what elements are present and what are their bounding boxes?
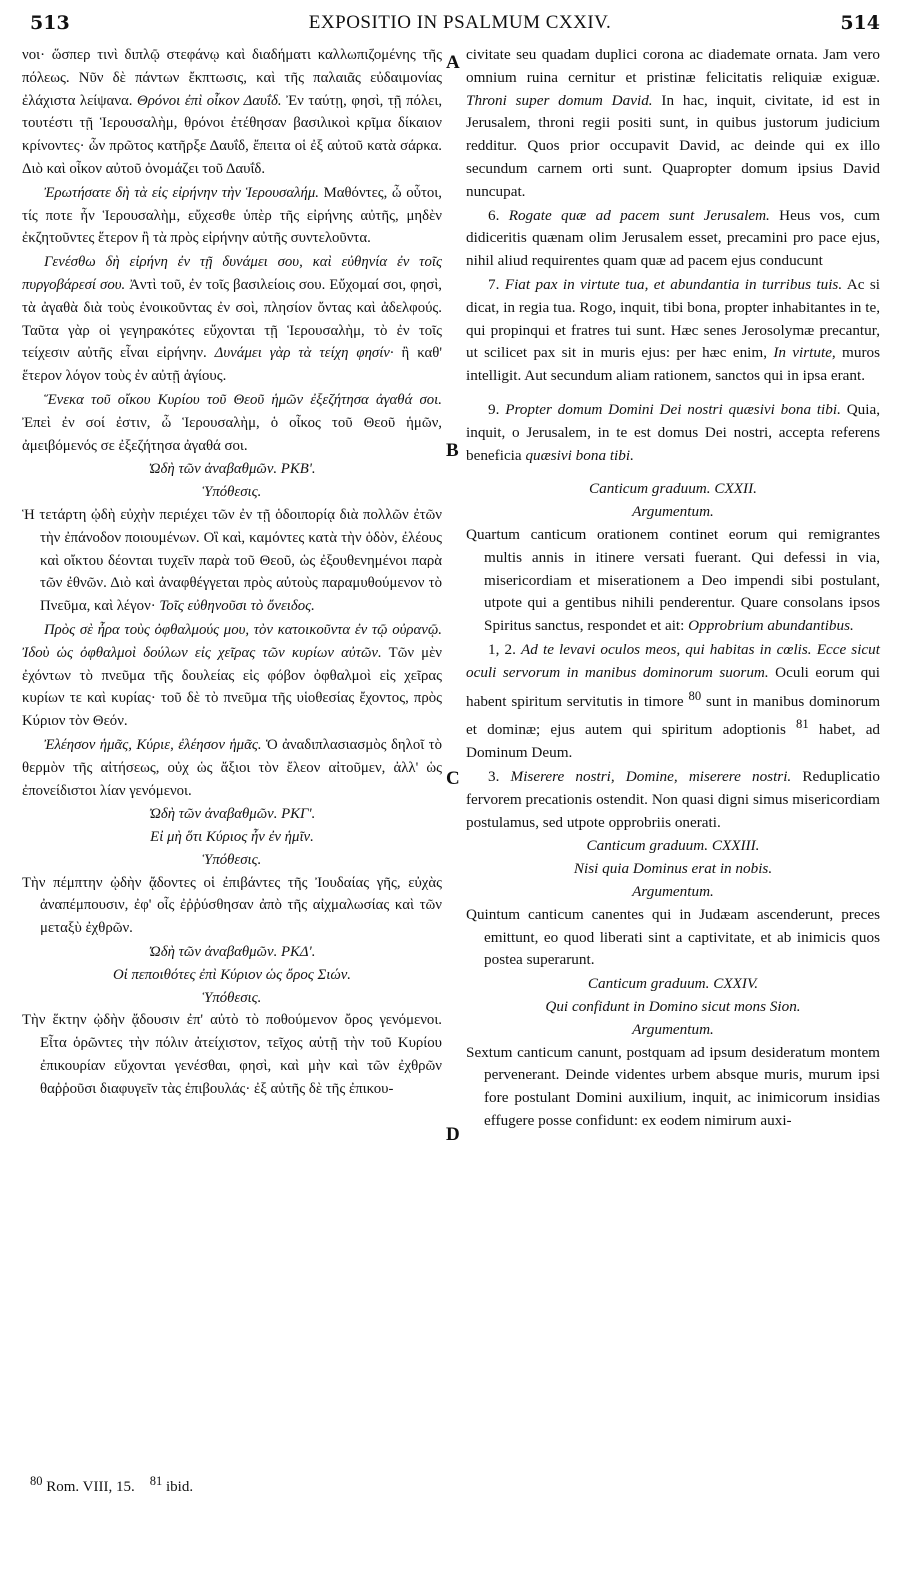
margin-letter-a: A (446, 52, 460, 73)
latin-para-6: 1, 2. Ad te levavi oculos meos, qui habitas in cœlis. Ecce sicut oculi servorum in manibus dominorum suorum. Oculi eorum qui habent spiritum servitutis in timore $^{80}$ sunt in manibus dominorum et dominæ; ejus autem qui spiritum adoptionis $^{81}$ habet, ad Dominum Deum. (466, 640, 881, 762)
greek-heading-1: Ὠδὴ τῶν ἀναβαθμῶν. ΡΚΒʹ. (148, 461, 316, 478)
right-page-number: 514 (840, 12, 880, 34)
latin-subheading-1: Argumentum. (632, 503, 714, 521)
greek-para-5: Ἡ τετάρτη ᾠδὴ εὐχὴν περιέχει τῶν ἐν τῇ ὁδοιπορίᾳ διὰ πολλῶν ἐτῶν τὴν ἐπάνοδον ποιουμένων. Οἳ καὶ, καμόντες κατὰ τὴν ὁδὸν, ἐλέους καὶ οἴκτου δέονται τυχεῖν παρὰ τοῦ Θεοῦ, ὡς ἐξουθενημένοι παρὰ τῶν ἐθνῶν. Διὸ καὶ ἀναφθέγγεται πρὸς αὐτοὺς παραμυθούμενον τὸ Πνεῦμα, καὶ λέγον· Τοῖς εὐθηνοῦσι τὸ ὄνειδος. (22, 506, 442, 615)
footnote-81: ibid. (165, 1479, 194, 1495)
latin-para-4: 9. Propter domum Domini Dei nostri quæsivi bona tibi. Quia, inquit, o Jerusalem, in te est domus Dei nostri, accepta referens beneficia quæsivi bona tibi. (466, 400, 881, 464)
margin-letter-d: D (446, 1124, 460, 1145)
footnotes: $^{80}$ Rom. VIII, 15. $^{81}$ ibid. (30, 1474, 194, 1495)
latin-column (466, 44, 880, 1134)
greek-para-1: νοι· ὥσπερ τινὶ διπλῷ στεφάνῳ καὶ διαδήματι καλλωπιζομένης τῆς πόλεως. Νῦν δὲ πάντων ἔκπτωσις, καὶ τῆς παλαιᾶς εὐδαιμονίας ἐλάχιστα λείψανα. Θρόνοι ἐπὶ οἶκον Δαυΐδ. Ἐν ταύτῃ, φησὶ, τῇ πόλει, τουτέστι τῇ Ἱερουσαλὴμ, θρόνοι ἐτέθησαν βασιλικοὶ κρῖμα δίκαιον κρίνοντες· ὧν πρῶτος κατῆρξε Δαυΐδ, ἔπειτα οἱ ἐξ αὐτοῦ κατὰ σάρκα. Διὸ καὶ οἶκον αὐτοῦ ὀνομάζει τοῦ Δαυΐδ. (22, 47, 443, 177)
latin-para-1: civitate seu quadam duplici corona ac diademate ornata. Jam vero omnium ruina cernitur et pristinæ felicitatis reliquiæ exiguæ. Throni super domum David. In hac, inquit, civitate, id est in Jerusalem, throni regii positi sunt, in quibus justorum judicium redditur. Quos prior occupavit David, ac deinde qui ex illo secundum carnem orti sunt. Quapropter domum ipsius David nuncupat. (466, 46, 880, 200)
greek-para-7: Ἐλέησον ἡμᾶς, Κύριε, ἐλέησον ἡμᾶς. Ὁ ἀναδιπλασιασμὸς δηλοῖ τὸ θερμὸν τῆς αἰτήσεως, οὐχ ὡς ἄξιοι τὸν ἔλεον αἰτοῦμεν, ἀλλ' ὡς ἐπονείδιστοι λίαν γενόμενοι. (22, 736, 442, 799)
latin-subheading-2: Nisi quia Dominus erat in nobis. (573, 860, 773, 878)
greek-subheading-1: Ὑπόθεσις. (202, 484, 262, 501)
latin-para-3: 7. Fiat pax in virtute tua, et abundantia in turribus tuis. Ac si dicat, in regia tua. Rogo, inquit, tibi bona, propter inhabitantes in te, qui propinqui et fratres tui sunt. Hæc senes Jerosolymæ precantur, ut scilicet pax sit in muris ejus: per hæc enim, In virtute, muros intelligit. Aut secundum aliam rationem, sanctos qui in ipsa erant. (466, 275, 881, 385)
latin-heading-3: Canticum graduum. CXXIV. (587, 975, 759, 993)
greek-subheading-3b: Ὑπόθεσις. (202, 989, 262, 1006)
greek-para-8: Τὴν πέμπτην ᾠδὴν ᾄδοντες οἱ ἐπιβάντες τῆς Ἰουδαίας γῆς, εὐχὰς ἀναπέμπουσιν, ἐφ' οἷς ἐῤῥύσθησαν ἀπὸ τῆς αἰχμαλωσίας καὶ τῶν μεταξὺ ἐχθρῶν. (22, 874, 442, 937)
margin-letter-c: C (446, 768, 460, 789)
latin-heading-2: Canticum graduum. CXXIII. (586, 837, 760, 855)
greek-para-9: Τὴν ἕκτην ᾠδὴν ᾄδουσιν ἐπ' αὐτὸ τὸ ποθούμενον ὄρος γενόμενοι. Εἶτα ὁρῶντες τὴν πόλιν ἀτείχιστον, τεῖχος αὐτῇ τὴν τοῦ Κυρίου ἐπικουρίαν εὔχονται γενέσθαι, φησὶ, καὶ μὴν καὶ τῶν ἐχθρῶν θαῤῥοῦσι διαφυγεῖν τὰς ἐπιβουλάς· ἐξ αὐτῆς δὲ τῆς ἐπικου- (22, 1012, 442, 1097)
latin-para-5: Quartum canticum orationem continet eorum qui remigrantes multis annis in itinere versati fuerant. Qui defessi in via, misericordiam et miserationem a Deo impendi sibi postulant, utpote qui a gentibus nihili penderentur. Quare consolans ipsos Spiritus sanctus, respondet et ait: Opprobrium abundantibus. (466, 525, 880, 635)
left-page-number: 513 (30, 12, 70, 34)
greek-para-4: Ἕνεκα τοῦ οἴκου Κυρίου τοῦ Θεοῦ ἡμῶν ἐξεζήτησα ἀγαθά σοι. Ἐπεὶ ἐν σοί ἐστιν, ὦ Ἱερουσαλὴμ, ὁ οἶκος τοῦ Θεοῦ ἡμῶν, ἀμειβόμενός σε ἐξεζήτησα ἀγαθά σοι. (22, 391, 442, 454)
greek-para-2: Ἐρωτήσατε δὴ τὰ εἰς εἰρήνην τὴν Ἱερουσαλήμ. Μαθόντες, ὦ οὗτοι, τίς ποτε ἦν Ἱερουσαλὴμ, εὔχεσθε ὑπὲρ τῆς εἰρήνης αὐτῆς, μηδὲν ἐκζητοῦντες ἕτερον ἢ τὰ πρὸς εἰρήνην αὐτῆς συντελοῦντα. (22, 184, 442, 247)
footnote-ref-81: 81 (796, 717, 809, 732)
latin-para-7: 3. Miserere nostri, Domine, miserere nostri. Reduplicatio fervorem precationis ostendit. Non quasi digni simus misericordiam postulamus, sed utpote opprobriis onerati. (466, 768, 880, 831)
greek-para-3: Γενέσθω δὴ εἰρήνη ἐν τῇ δυνάμει σου, καὶ εὐθηνία ἐν τοῖς πυργοβάρεσί σου. Ἀντὶ τοῦ, ἐν τοῖς βασιλείοις σου. Εὔχομαί σοι, φησὶ, τὰ ἀγαθὰ διὰ τοὺς ἐνοικοῦντας ἐν σοὶ, πλησίον ὄντας καὶ ἀδελφούς. Ταῦτα γὰρ οἱ γεγηρακότες εὔχονται τῇ Ἱερουσαλὴμ, τὸ ἐν τοῖς τείχεσιν αὐτῆς εἶναι εἰρήνην. Δυνάμει γὰρ τὰ τείχη φησίν· ἢ καθ' ἕτερον λόγον τοὺς ἐν αὐτῇ ἁγίους. (22, 254, 443, 385)
greek-column (22, 44, 442, 1102)
latin-heading-1: Canticum graduum. CXXII. (589, 480, 757, 498)
latin-subheading-3: Qui confidunt in Domino sicut mons Sion. (545, 998, 801, 1015)
greek-heading-2: Ὠδὴ τῶν ἀναβαθμῶν. ΡΚΓʹ. (148, 806, 316, 823)
greek-heading-3: Ὠδὴ τῶν ἀναβαθμῶν. ΡΚΔʹ. (148, 944, 316, 961)
margin-letter-b: B (446, 440, 459, 461)
page-header (30, 6, 880, 36)
latin-subheading-2b: Argumentum. (632, 883, 714, 901)
latin-subheading-3b: Argumentum. (632, 1020, 714, 1038)
greek-subheading-3: Οἱ πεποιθότες ἐπὶ Κύριον ὡς ὄρος Σιών. (112, 966, 351, 983)
greek-subheading-2: Εἰ μὴ ὅτι Κύριος ἦν ἐν ἡμῖν. (150, 829, 314, 846)
latin-para-2: 6. Rogate quæ ad pacem sunt Jerusalem. Heus vos, cum didiceritis quænam olim Jerusalem esset, precamini pro pace ejus, nihil aliud requirentes quam quæ ad pacem ejus conducunt (466, 206, 880, 270)
footnote-ref-80: 80 (688, 688, 702, 703)
greek-para-6: Πρὸς σὲ ἦρα τοὺς ὀφθαλμούς μου, τὸν κατοικοῦντα ἐν τῷ οὐρανῷ. Ἰδοὺ ὡς ὀφθαλμοὶ δούλων εἰς χεῖρας τῶν κυρίων αὐτῶν. Τῶν μὲν ἐχόντων τὸ πνεῦμα τῆς δουλείας εἰς φόβον ὀφθαλμοὶ εἰς χεῖρας κυρίων τε καὶ κυρίας· τοῦ δὲ τὸ πνεῦμα τῆς υἱοθεσίας ἔχοντος, πρὸς Κύριον τὸν Θεόν. (22, 621, 442, 730)
footnote-80: Rom. VIII, 15. (46, 1479, 135, 1495)
running-title: EXPOSITIO IN PSALMUM CXXIV. (308, 12, 612, 33)
latin-para-8: Quintum canticum canentes qui in Judæam ascenderunt, preces emittunt, eo quod liberati sint a captivitate, et ab inimicis quos postea superarunt. (466, 905, 880, 969)
greek-subheading-2b: Ὑπόθεσις. (202, 851, 262, 868)
latin-para-9: Sextum canticum canunt, postquam ad ipsum desideratum montem pervenerant. Deinde videntes urbem absque muris, murum ipsi fore postulant Domini auxilium, inquit, ac inimicorum insidias effugere posse confidunt: ex eodem nimirum auxi- (466, 1043, 880, 1129)
